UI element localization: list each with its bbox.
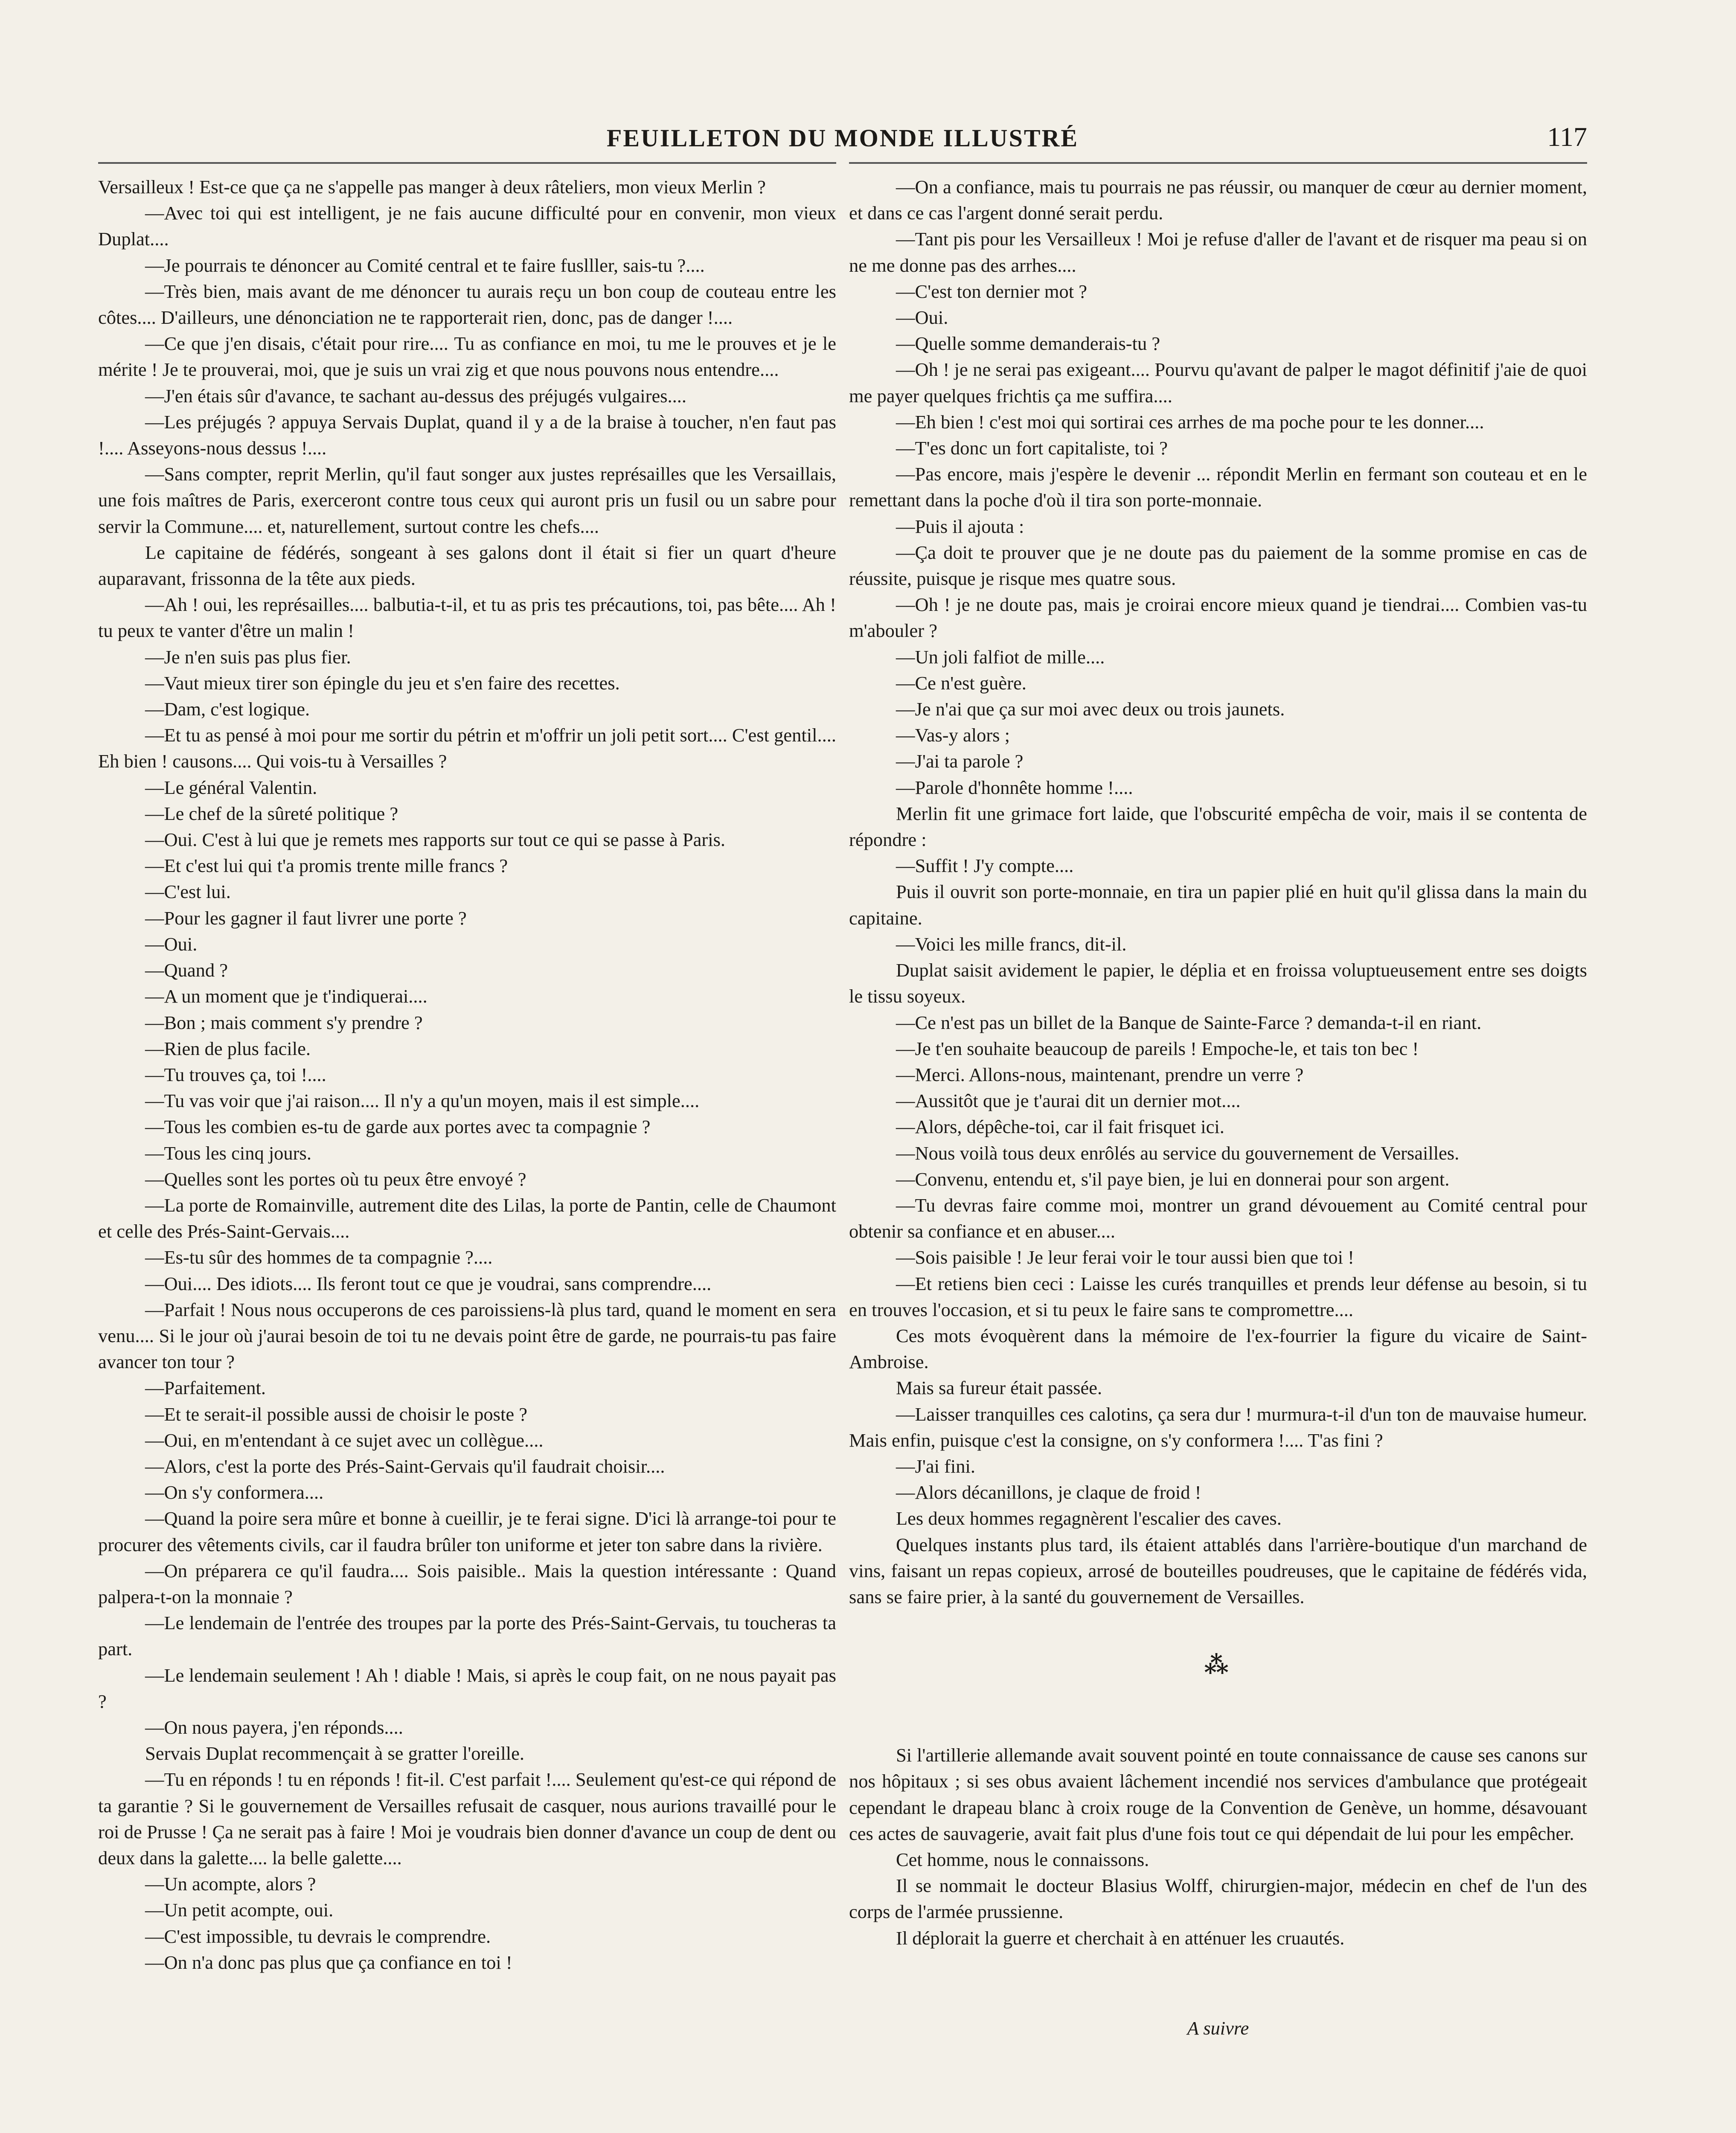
paragraph: —Dam, c'est logique. [145,698,310,720]
paragraph: —Alors, c'est la porte des Prés-Saint-Gervais qu'il faudrait choisir.... [145,1455,665,1477]
paragraph: Les deux hommes regagnèrent l'escalier des caves. [896,1508,1282,1529]
paragraph: —On préparera ce qu'il faudra.... Sois paisible.. Mais la question intéressante : Quand palpera-t-on la monnaie ? [98,1560,836,1607]
paragraph: —Et retiens bien ceci : Laisse les curés tranquilles et prends leur défense au besoin, si tu en trouves l'occasion, et si tu peux le faire sans te compromettre.... [849,1273,1587,1320]
paragraph: —Suffit ! J'y compte.... [896,855,1074,877]
paragraph: —Alors décanillons, je claque de froid ! [896,1482,1201,1503]
paragraph: —Sois paisible ! Je leur ferai voir le tour aussi bien que toi ! [896,1247,1354,1268]
paragraph: Cet homme, nous le connaissons. [896,1848,1149,1870]
paragraph: —Oui. [145,933,198,955]
paragraph: —Vaut mieux tirer son épingle du jeu et s'en faire des recettes. [145,672,620,694]
paragraph: —Quelles sont les portes où tu peux être envoyé ? [145,1168,526,1190]
paragraph: —Ce n'est pas un billet de la Banque de Sainte-Farce ? demanda-t-il en riant. [896,1011,1482,1033]
paragraph: —Nous voilà tous deux enrôlés au service du gouvernement de Versailles. [896,1142,1460,1164]
paragraph: —Les préjugés ? appuya Servais Duplat, quand il y a de la braise à toucher, n'en faut pas !.... Asseyons-nous dessus !.... [98,411,836,459]
paragraph: —Sans compter, reprit Merlin, qu'il faut songer aux justes représailles que les Versaillais, une fois maîtres de Paris, exerceront contre tous ceux qui auront pris un fusil ou un sabre pour servir la Commune.... et, naturellement, surtout contre les chefs.... [98,463,836,537]
paragraph: —Le général Valentin. [145,776,317,798]
paragraph: —Tu vas voir que j'ai raison.... Il n'y a qu'un moyen, mais il est simple.... [145,1090,700,1112]
paragraph: Ces mots évoquèrent dans la mémoire de l'ex-fourrier la figure du vicaire de Saint-Ambroise. [849,1325,1587,1373]
paragraph: —Alors, dépêche-toi, car il fait frisquet ici. [896,1116,1224,1138]
paragraph: —Bon ; mais comment s'y prendre ? [145,1011,423,1033]
paragraph: —C'est ton dernier mot ? [896,280,1087,302]
section-break-asterism: ⁂ [1204,1652,1232,1679]
paragraph: Le capitaine de fédérés, songeant à ses galons dont il était si fier un quart d'heure auparavant, frissonna de la tête aux pieds. [98,541,836,590]
paragraph: —Ah ! oui, les représailles.... balbutia-t-il, et tu as pris tes précautions, toi, pas bête.... Ah ! tu peux te vanter d'être un malin ! [98,594,836,642]
paragraph: —Tous les combien es-tu de garde aux portes avec ta compagnie ? [145,1116,651,1138]
paragraph: —Tant pis pour les Versailleux ! Moi je refuse d'aller de l'avant et de risquer ma peau si on ne me donne pas des arrhes.... [849,228,1587,276]
paragraph: Il se nommait le docteur Blasius Wolff, chirurgien-major, médecin en chef de l'un des corps de l'armée prussienne. [849,1875,1587,1923]
paragraph: —Eh bien ! c'est moi qui sortirai ces arrhes de ma poche pour te les donner.... [896,411,1484,433]
paragraph: —Puis il ajouta : [896,515,1024,537]
paragraph: —Je n'en suis pas plus fier. [145,646,351,668]
paragraph: —Tous les cinq jours. [145,1142,311,1164]
paragraph: —Vas-y alors ; [896,724,1010,746]
paragraph: —Oui. [896,307,948,328]
paragraph: —Parfaitement. [145,1377,266,1399]
right-column [849,174,1587,2041]
header-rule-left [98,162,836,164]
paragraph: —On n'a donc pas plus que ça confiance en toi ! [145,1951,512,1973]
paragraph: —Le lendemain seulement ! Ah ! diable ! Mais, si après le coup fait, on ne nous payait pas ? [98,1664,836,1712]
paragraph: —Et tu as pensé à moi pour me sortir du pétrin et m'offrir un joli petit sort.... C'est gentil.... Eh bien ! causons.... Qui vois-tu à Versailles ? [98,724,836,772]
paragraph: —Laisser tranquilles ces calotins, ça sera dur ! murmura-t-il d'un ton de mauvaise humeur. Mais enfin, puisque c'est la consigne, on s'y conformera !.... T'as fini ? [849,1403,1587,1451]
paragraph: —Oh ! je ne serai pas exigeant.... Pourvu qu'avant de palper le magot définitif j'aie de quoi me payer quelques frichtis ça me suffira.... [849,359,1587,407]
paragraph: —Pour les gagner il faut livrer une porte ? [145,907,467,929]
paragraph: —Tu en réponds ! tu en réponds ! fit-il. C'est parfait !.... Seulement qu'est-ce qui répond de ta garantie ? Si le gouvernement de Versailles refusait de casquer, nous aurions travaillé pour le roi de Prusse ! Ça ne serait pas à faire ! Moi je voudrais bien donner d'avance un coup de dent ou deux dans la galette.... la belle galette.... [98,1769,836,1869]
paragraph: —Tu trouves ça, toi !.... [145,1064,326,1085]
paragraph: —Je n'ai que ça sur moi avec deux ou trois jaunets. [896,698,1285,720]
paragraph: —J'ai fini. [896,1455,975,1477]
paragraph: Si l'artillerie allemande avait souvent pointé en toute connaissance de cause ses canons sur nos hôpitaux ; si ses obus avaient lâchement incendié nos services d'ambulance que protégeait cependant le drapeau blanc à croix rouge de la Convention de Genève, un homme, désavouant ces actes de sauvagerie, avait fait plus d'une fois tout ce qui dépendait de lui pour les empêcher. [849,1744,1587,1844]
paragraph: —Quand la poire sera mûre et bonne à cueillir, je te ferai signe. D'ici là arrange-toi pour te procurer des vêtements civils, car il faudra brûler ton uniforme et jeter ton sabre dans la rivière. [98,1508,836,1555]
paragraph: —Es-tu sûr des hommes de ta compagnie ?.... [145,1247,493,1268]
paragraph: Il déplorait la guerre et cherchait à en atténuer les cruautés. [896,1927,1345,1949]
paragraph: —T'es donc un fort capitaliste, toi ? [896,437,1168,459]
paragraph: —A un moment que je t'indiquerai.... [145,985,427,1007]
paragraph: —Et te serait-il possible aussi de choisir le poste ? [145,1403,527,1425]
paragraph: —C'est impossible, tu devrais le comprendre. [145,1925,491,1947]
paragraph: —J'ai ta parole ? [896,750,1024,772]
header-rule-right [849,162,1587,164]
paragraph: —Et c'est lui qui t'a promis trente mille francs ? [145,855,508,877]
paragraph: Merlin fit une grimace fort laide, que l'obscurité empêcha de voir, mais il se contenta de répondre : [849,802,1587,851]
paragraph: —Tu devras faire comme moi, montrer un grand dévouement au Comité central pour obtenir sa confiance et en abuser.... [849,1194,1587,1242]
paragraph: —Oui, en m'entendant à ce sujet avec un collègue.... [145,1429,544,1451]
paragraph: —Un joli falfiot de mille.... [896,646,1105,668]
paragraph: —Un petit acompte, oui. [145,1899,334,1921]
paragraph: —Parole d'honnête homme !.... [896,776,1133,798]
paragraph: —Très bien, mais avant de me dénoncer tu aurais reçu un bon coup de couteau entre les côtes.... D'ailleurs, une dénonciation ne te rapporterait rien, donc, pas de danger !.... [98,280,836,328]
paragraph: Puis il ouvrit son porte-monnaie, en tira un papier plié en huit qu'il glissa dans la main du capitaine. [849,881,1587,929]
paragraph: —J'en étais sûr d'avance, te sachant au-dessus des préjugés vulgaires.... [145,385,687,407]
running-title: FEUILLETON DU MONDE ILLUSTRÉ [606,124,1079,152]
page-header [98,115,1587,154]
paragraph: —Quand ? [145,959,228,981]
paragraph: —Convenu, entendu et, s'il paye bien, je lui en donnerai pour son argent. [896,1168,1450,1190]
paragraph: Duplat saisit avidement le papier, le déplia et en froissa voluptueusement entre ses doigts le tissu soyeux. [849,959,1587,1007]
paragraph: —On nous payera, j'en réponds.... [145,1716,403,1738]
paragraph: —Oui. C'est à lui que je remets mes rapports sur tout ce qui se passe à Paris. [145,829,726,851]
paragraph: —On a confiance, mais tu pourrais ne pas réussir, ou manquer de cœur au dernier moment, et dans ce cas l'argent donné serait perdu. [849,176,1587,224]
paragraph: —Oui.... Des idiots.... Ils feront tout ce que je voudrai, sans comprendre.... [145,1273,712,1294]
paragraph: —La porte de Romainville, autrement dite des Lilas, la porte de Pantin, celle de Chaumont et celle des Prés-Saint-Gervais.... [98,1194,836,1242]
paragraph: —Ce n'est guère. [896,672,1026,694]
paragraph: —Oh ! je ne doute pas, mais je croirai encore mieux quand je tiendrai.... Combien vas-tu m'abouler ? [849,594,1587,642]
paragraph: —Aussitôt que je t'aurai dit un dernier mot.... [896,1090,1241,1112]
paragraph: —Merci. Allons-nous, maintenant, prendre un verre ? [896,1064,1304,1085]
paragraph: —On s'y conformera.... [145,1482,324,1503]
paragraph: —C'est lui. [145,881,231,903]
paragraph: —Voici les mille francs, dit-il. [896,933,1127,955]
paragraph: —Le lendemain de l'entrée des troupes par la porte des Prés-Saint-Gervais, tu toucheras ta part. [98,1612,836,1660]
paragraph: —Quelle somme demanderais-tu ? [896,333,1160,355]
paragraph: Mais sa fureur était passée. [896,1377,1102,1399]
paragraph: —Le chef de la sûreté politique ? [145,802,398,824]
paragraph: —Un acompte, alors ? [145,1873,316,1895]
paragraph: —Rien de plus facile. [145,1037,311,1059]
paragraph: Versailleux ! Est-ce que ça ne s'appelle pas manger à deux râteliers, mon vieux Merlin ? [98,176,766,198]
paragraph: —Pas encore, mais j'espère le devenir ... répondit Merlin en fermant son couteau et en le remettant dans la poche d'où il tira son porte-monnaie. [849,463,1587,511]
to-be-continued: A suivre [1187,2017,1249,2039]
page-number: 117 [1547,122,1587,152]
paragraph: —Parfait ! Nous nous occuperons de ces paroissiens-là plus tard, quand le moment en sera venu.... Si le jour où j'aurai besoin de toi tu ne devais point être de garde, ne pourrais-tu pas faire avancer ton tour ? [98,1299,836,1373]
paragraph: —Je t'en souhaite beaucoup de pareils ! Empoche-le, et tais ton bec ! [896,1037,1419,1059]
paragraph: —Je pourrais te dénoncer au Comité central et te faire fuslller, sais-tu ?.... [145,254,705,276]
left-column [98,174,836,1976]
paragraph: —Avec toi qui est intelligent, je ne fais aucune difficulté pour en convenir, mon vieux Duplat.... [98,202,836,250]
paragraph: —Ça doit te prouver que je ne doute pas du paiement de la somme promise en cas de réussite, puisque je risque mes quatre sous. [849,541,1587,590]
paragraph: Servais Duplat recommençait à se gratter l'oreille. [145,1743,525,1764]
paragraph: Quelques instants plus tard, ils étaient attablés dans l'arrière-boutique d'un marchand de vins, faisant un repas copieux, arrosé de bouteilles poudreuses, que le capitaine de fédérés vida, sans se faire prier, à la santé du gouvernement de Versailles. [849,1534,1587,1607]
paragraph: —Ce que j'en disais, c'était pour rire.... Tu as confiance en moi, tu me le prouves et je le mérite ! Je te prouverai, moi, que je suis un vrai zig et que nous pouvons nous entendre.... [98,333,836,381]
